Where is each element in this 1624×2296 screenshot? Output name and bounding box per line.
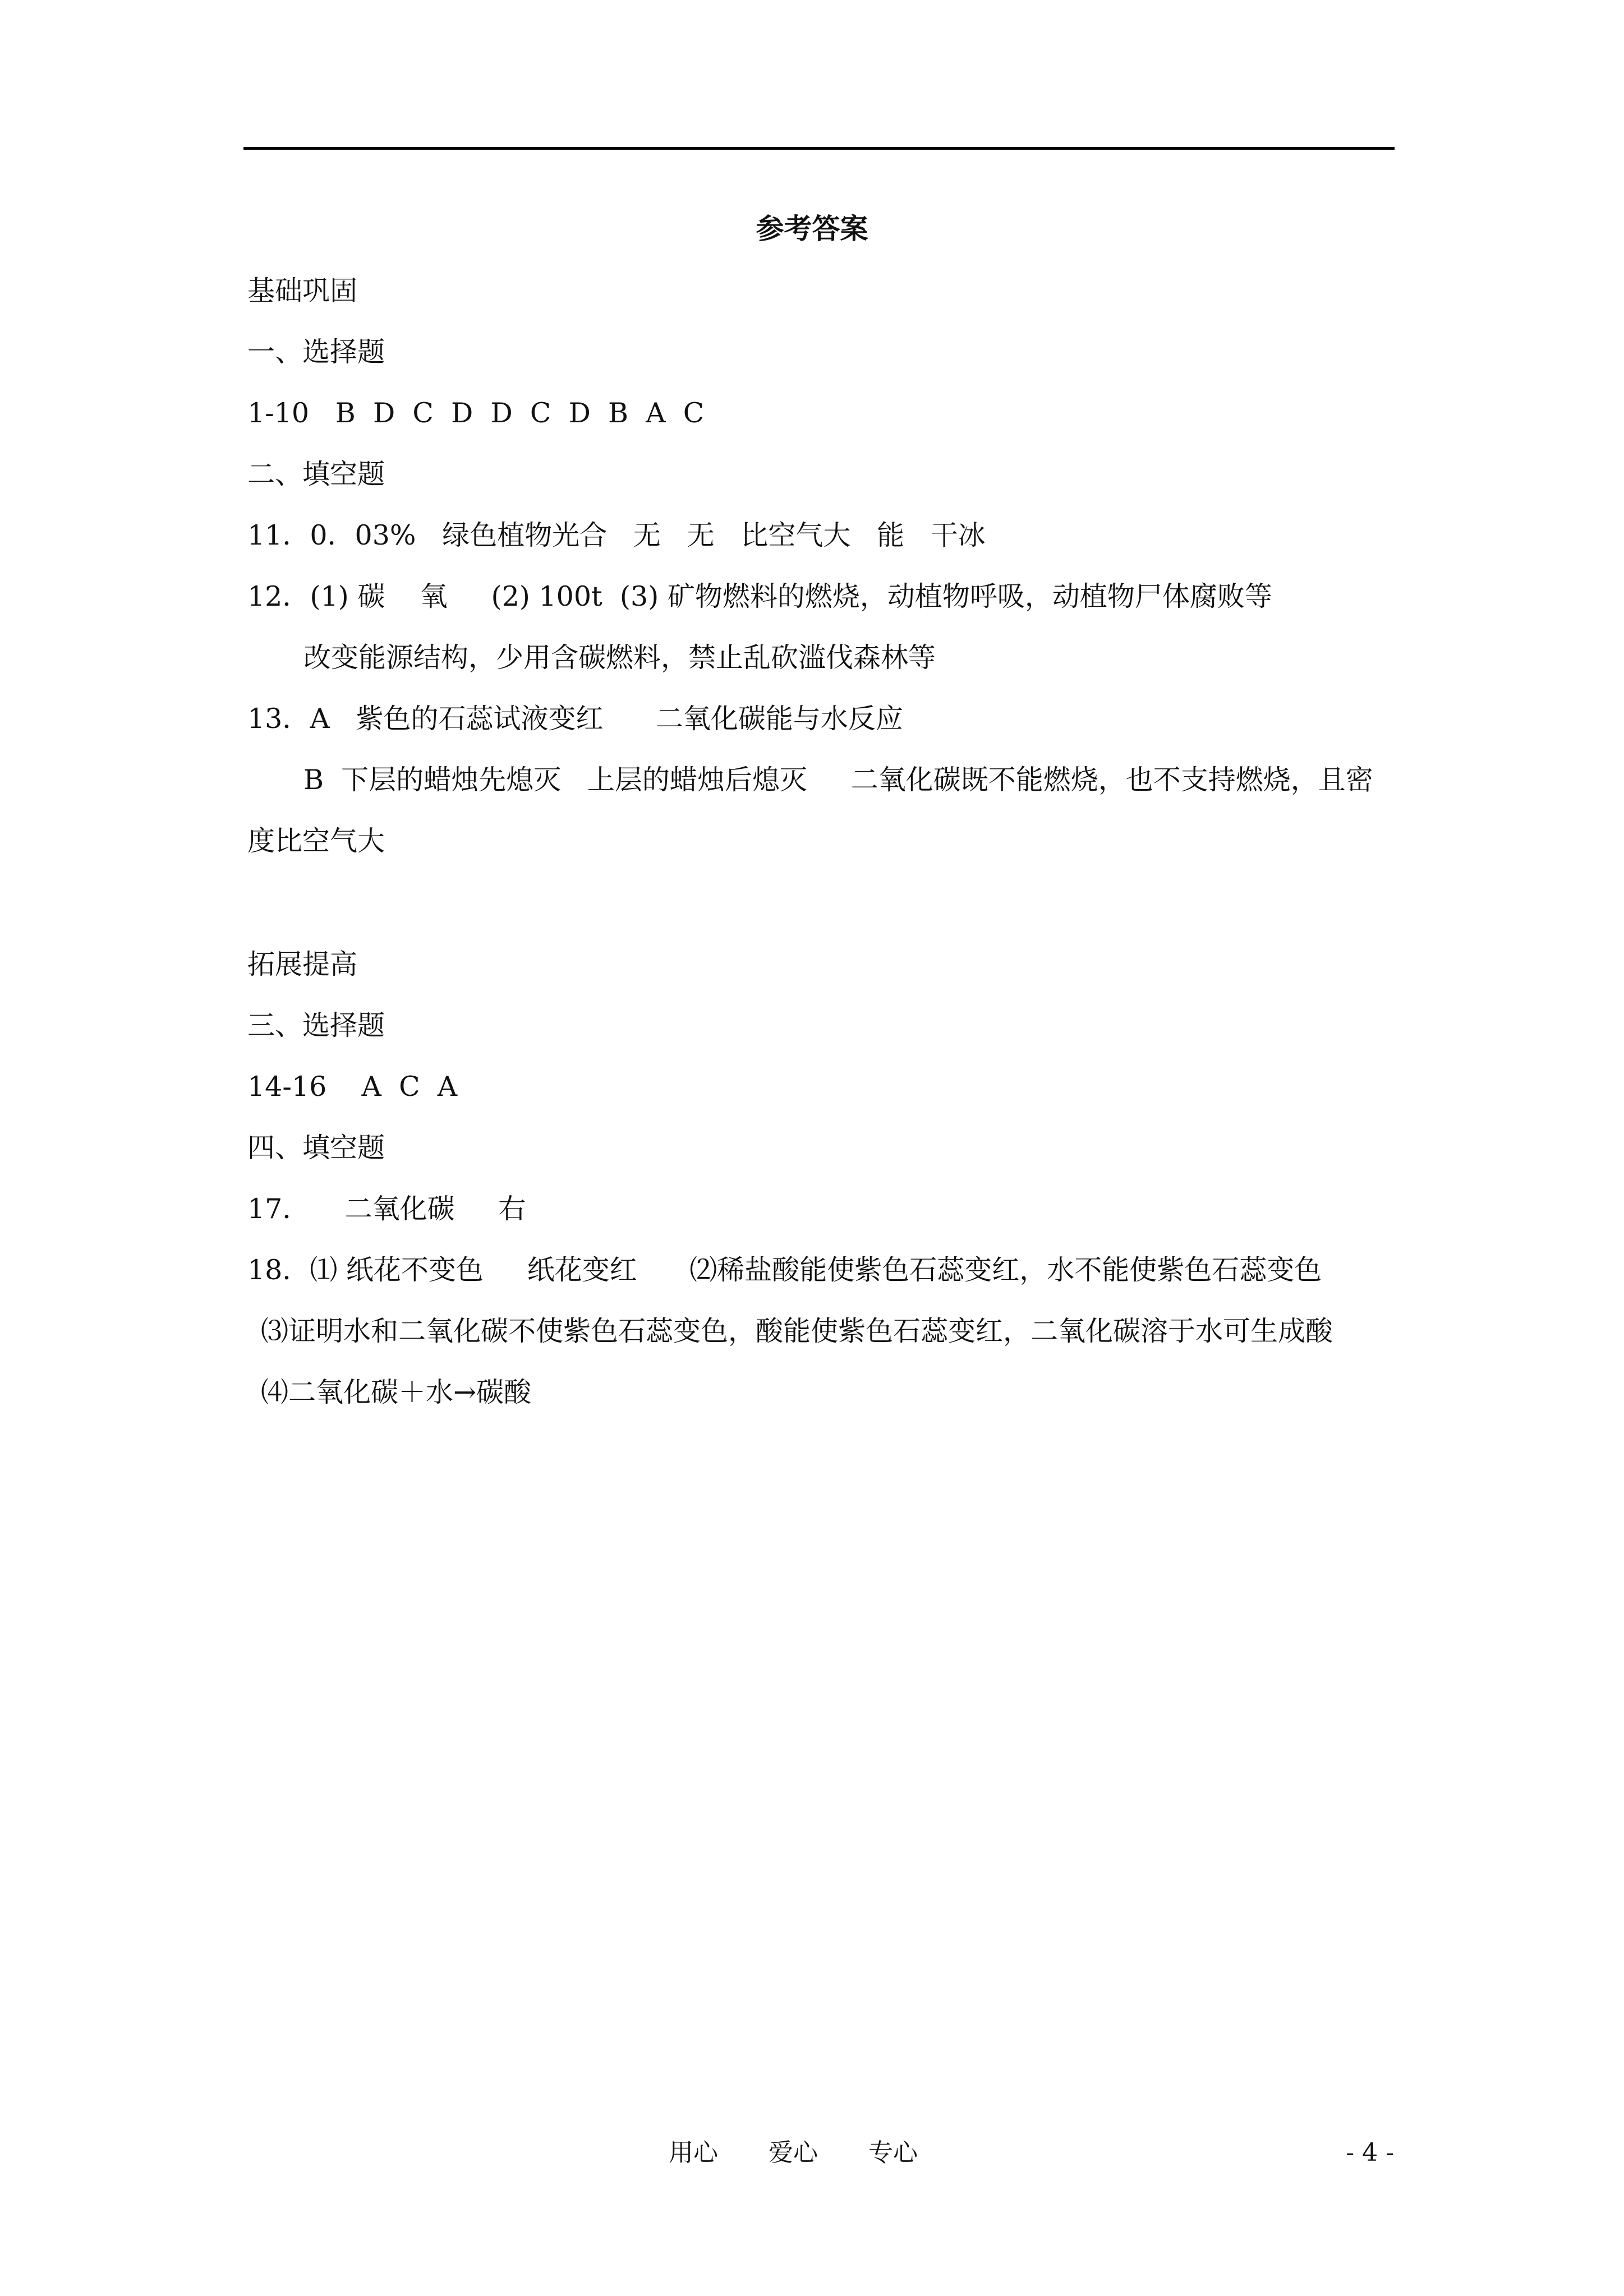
section-heading-extended: 拓展提高 <box>247 948 358 980</box>
answer-line-17: 17． 二氧化碳 右 <box>247 1193 526 1225</box>
answer-line-18-3: ⑶证明水和二氧化碳不使紫色石蕊变色，酸能使紫色石蕊变红，二氧化碳溶于水可生成酸 <box>261 1315 1333 1347</box>
heading-choice-1: 一、选择题 <box>247 336 385 368</box>
answer-line-14-16: 14-16 A C A <box>247 1071 458 1103</box>
footer-motto-3: 专心 <box>868 2138 918 2167</box>
page-number: - 4 - <box>1346 2138 1394 2167</box>
heading-fill-2: 四、填空题 <box>247 1132 385 1164</box>
section-heading-basic: 基础巩固 <box>247 275 358 307</box>
answer-line-18: 18．⑴ 纸花不变色 纸花变红 ⑵稀盐酸能使紫色石蕊变红，水不能使紫色石蕊变色 <box>247 1254 1322 1286</box>
footer-motto-2: 爱心 <box>769 2138 818 2167</box>
answer-line-13b-cont: 度比空气大 <box>247 825 385 857</box>
answer-line-13b: B 下层的蜡烛先熄灭 上层的蜡烛后熄灭 二氧化碳既不能燃烧，也不支持燃烧，且密 <box>303 764 1373 796</box>
heading-fill-1: 二、填空题 <box>247 458 385 490</box>
page-title: 参考答案 <box>756 212 868 245</box>
footer-motto-1: 用心 <box>669 2138 718 2167</box>
header-rule <box>243 147 1395 150</box>
answer-line-11: 11．0．03% 绿色植物光合 无 无 比空气大 能 干冰 <box>247 519 986 551</box>
answer-line-13a: 13．A 紫色的石蕊试液变红 二氧化碳能与水反应 <box>247 703 903 735</box>
answer-line-1-10: 1-10 B D C D D C D B A C <box>247 397 705 429</box>
answer-line-12: 12．(1) 碳 氧 (2) 100t (3) 矿物燃料的燃烧，动植物呼吸，动植物尸体腐败等 <box>247 580 1272 612</box>
heading-choice-2: 三、选择题 <box>247 1009 385 1041</box>
answer-line-18-4: ⑷二氧化碳＋水→碳酸 <box>261 1376 532 1408</box>
answer-line-12-cont: 改变能源结构，少用含碳燃料，禁止乱砍滥伐森林等 <box>303 642 936 674</box>
